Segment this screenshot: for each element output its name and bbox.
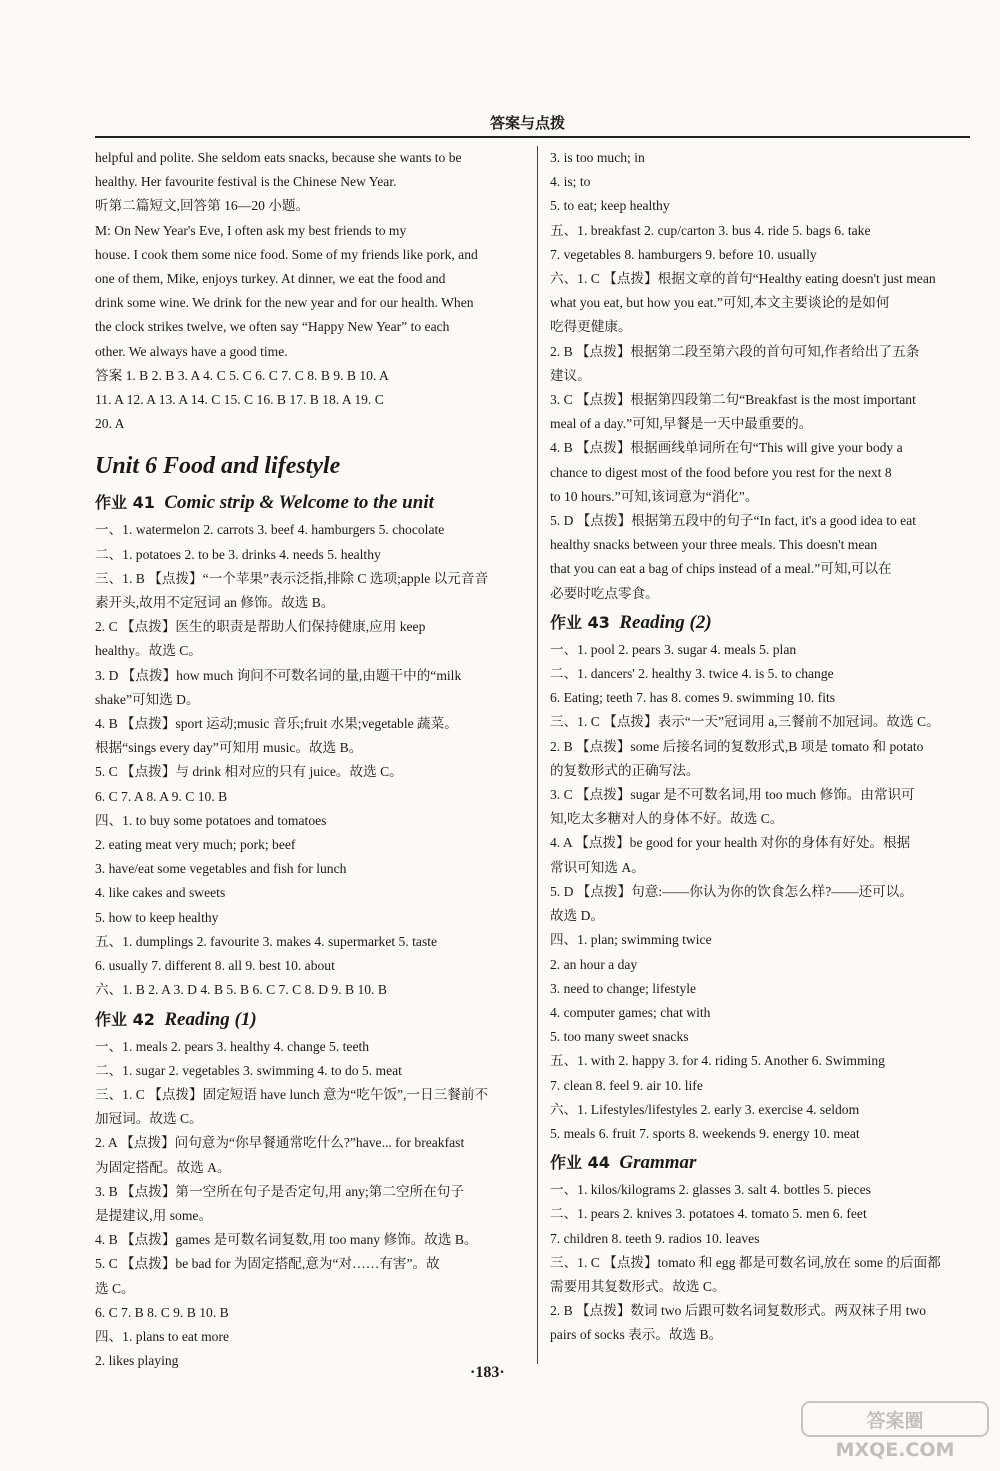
text-line: 三、1. C 【点拨】表示“一天”冠词用 a,三餐前不加冠词。故选 C。: [550, 714, 940, 730]
watermark-line1: 答案圈: [866, 1410, 924, 1432]
text-line: 为固定搭配。故选 A。: [95, 1159, 231, 1175]
section-number: 作业 41: [95, 493, 155, 513]
text-line: 4. A 【点拨】be good for your health 对你的身体有好处。根据: [550, 835, 911, 851]
text-line: 吃得更健康。: [550, 319, 632, 335]
section-title: Grammar: [619, 1152, 697, 1174]
text-line: 3. B 【点拨】第一空所在句子是否定句,用 any;第二空所在句子: [95, 1183, 464, 1199]
text-line: 2. C 【点拨】医生的职责是帮助人们保持健康,应用 keep: [95, 619, 426, 635]
text-line: healthy。故选 C。: [95, 643, 202, 659]
section-heading: [95, 1003, 525, 1035]
text-line: helpful and polite. She seldom eats snacks, because she wants to be: [95, 150, 462, 165]
text-line: 4. is; to: [550, 174, 591, 190]
text-line: 五、1. with 2. happy 3. for 4. riding 5. Another 6. Swimming: [550, 1053, 885, 1069]
text-line: 二、1. pears 2. knives 3. potatoes 4. tomato 5. men 6. feet: [550, 1206, 867, 1222]
text-line: 5. to eat; keep healthy: [550, 198, 670, 214]
text-line: 5. how to keep healthy: [95, 909, 219, 925]
unit-title: Unit 6 Food and lifestyle: [95, 453, 341, 480]
text-line: 一、1. kilos/kilograms 2. glasses 3. salt 4. bottles 5. pieces: [550, 1182, 871, 1198]
text-line: 建议。: [550, 367, 591, 383]
text-line: 五、1. dumplings 2. favourite 3. makes 4. supermarket 5. taste: [95, 933, 438, 949]
text-line: 二、1. sugar 2. vegetables 3. swimming 4. to do 5. meat: [95, 1062, 402, 1078]
page-number: ·183·: [470, 1364, 505, 1381]
text-line: 3. C 【点拨】根据第四段第二句“Breakfast is the most important: [550, 392, 916, 408]
text-line: 20. A: [95, 416, 125, 432]
right-column: [550, 146, 975, 1348]
text-line: 2. B 【点拨】some 后接名词的复数形式,B 项是 tomato 和 potato: [550, 738, 924, 754]
text-line: 四、1. plan; swimming twice: [550, 932, 712, 948]
text-line: 一、1. watermelon 2. carrots 3. beef 4. hamburgers 5. chocolate: [95, 522, 445, 538]
text-line: 6. usually 7. different 8. all 9. best 10. about: [95, 958, 335, 974]
page-header: [95, 104, 970, 138]
text-line: 4. computer games; chat with: [550, 1004, 711, 1020]
text-line: 二、1. potatoes 2. to be 3. drinks 4. needs 5. healthy: [95, 546, 381, 562]
text-line: 一、1. meals 2. pears 3. healthy 4. change 5. teeth: [95, 1038, 370, 1054]
section-number: 作业 44: [550, 1153, 610, 1173]
section-number: 作业 42: [95, 1009, 155, 1029]
text-line: 6. Eating; teeth 7. has 8. comes 9. swimming 10. fits: [550, 690, 836, 706]
text-line: shake”可知选 D。: [95, 691, 200, 707]
text-line: healthy. Her favourite festival is the Chinese New Year.: [95, 174, 397, 190]
text-line: 二、1. dancers' 2. healthy 3. twice 4. is 5. to change: [550, 666, 834, 682]
text-line: chance to digest most of the food before you rest for the next 8: [550, 464, 892, 480]
text-line: 六、1. B 2. A 3. D 4. B 5. B 6. C 7. C 8. D 9. B 10. B: [95, 982, 387, 998]
watermark-logo: [800, 1400, 990, 1462]
text-line: 2. B 【点拨】数词 two 后跟可数名词复数形式。两双袜子用 two: [550, 1303, 927, 1319]
text-line: 四、1. plans to eat more: [95, 1328, 230, 1344]
text-line: 5. C 【点拨】与 drink 相对应的只有 juice。故选 C。: [95, 764, 403, 780]
section-number: 作业 43: [550, 612, 610, 632]
text-line: 6. C 7. B 8. C 9. B 10. B: [95, 1304, 229, 1320]
text-line: 11. A 12. A 13. A 14. C 15. C 16. B 17. B 18. A 19. C: [95, 392, 384, 408]
text-line: drink some wine. We drink for the new year and for our health. When: [95, 295, 474, 311]
text-line: 必要时吃点零食。: [550, 585, 659, 601]
text-line: 6. C 7. A 8. A 9. C 10. B: [95, 788, 228, 804]
header-title: 答案与点拨: [489, 114, 565, 132]
text-line: the clock strikes twelve, we often say “Happy New Year” to each: [95, 319, 450, 335]
text-line: 3. D 【点拨】how much 询问不可数名词的量,由题干中的“milk: [95, 667, 462, 683]
text-line: what you eat, but how you eat.”可知,本文主要谈论的是如何: [550, 295, 890, 311]
section-heading: [550, 606, 975, 638]
text-line: 4. like cakes and sweets: [95, 885, 226, 901]
text-line: 2. eating meat very much; pork; beef: [95, 837, 296, 853]
text-line: meal of a day.”可知,早餐是一天中最重要的。: [550, 416, 813, 432]
section-heading: [550, 1146, 975, 1178]
text-line: 三、1. B 【点拨】“一个苹果”表示泛指,排除 C 选项;apple 以元音音: [95, 570, 489, 586]
text-line: 4. B 【点拨】sport 运动;music 音乐;fruit 水果;vegetable 蔬菜。: [95, 716, 458, 732]
text-line: M: On New Year's Eve, I often ask my best friends to my: [95, 222, 407, 238]
text-line: 四、1. to buy some potatoes and tomatoes: [95, 812, 327, 828]
text-line: 一、1. pool 2. pears 3. sugar 4. meals 5. plan: [550, 641, 797, 657]
text-line: 3. is too much; in: [550, 150, 645, 165]
text-line: 答案 1. B 2. B 3. A 4. C 5. C 6. C 7. C 8. B 9. B 10. A: [95, 367, 389, 383]
text-line: 需要用其复数形式。故选 C。: [550, 1278, 726, 1294]
text-line: 5. C 【点拨】be bad for 为固定搭配,意为“对……有害”。故: [95, 1256, 440, 1272]
text-line: 5. D 【点拨】根据第五段中的句子“In fact, it's a good idea to eat: [550, 513, 917, 529]
text-line: 7. vegetables 8. hamburgers 9. before 10. usually: [550, 246, 817, 262]
text-line: 是提建议,用 some。: [95, 1207, 213, 1223]
text-line: 5. meals 6. fruit 7. sports 8. weekends 9. energy 10. meat: [550, 1125, 860, 1141]
text-line: 7. clean 8. feel 9. air 10. life: [550, 1077, 703, 1093]
text-line: 5. D 【点拨】句意:——你认为你的饮食怎么样?——还可以。: [550, 883, 913, 899]
text-line: to 10 hours.”可知,该词意为“消化”。: [550, 488, 759, 504]
section-heading: [95, 486, 525, 518]
text-line: 六、1. Lifestyles/lifestyles 2. early 3. exercise 4. seldom: [550, 1101, 860, 1117]
section-title: Reading (2): [619, 611, 712, 633]
text-line: house. I cook them some nice food. Some of my friends like pork, and: [95, 246, 478, 262]
text-line: 听第二篇短文,回答第 16—20 小题。: [95, 198, 310, 214]
text-line: 知,吃太多糖对人的身体不好。故选 C。: [550, 811, 784, 827]
text-line: 常识可知选 A。: [550, 859, 645, 875]
left-column: [95, 146, 525, 1373]
text-line: 故选 D。: [550, 908, 604, 924]
text-line: 5. too many sweet snacks: [550, 1029, 689, 1045]
text-line: one of them, Mike, enjoys turkey. At dinner, we eat the food and: [95, 271, 446, 287]
text-line: 五、1. breakfast 2. cup/carton 3. bus 4. ride 5. bags 6. take: [550, 222, 871, 238]
text-line: 2. likes playing: [95, 1353, 179, 1369]
watermark-line2: MXQE.COM: [835, 1439, 955, 1461]
text-line: 选 C。: [95, 1280, 135, 1296]
text-line: that you can eat a bag of chips instead of a meal.”可知,可以在: [550, 561, 892, 577]
text-line: 2. B 【点拨】根据第二段至第六段的首句可知,作者给出了五条: [550, 343, 920, 359]
text-line: healthy snacks between your three meals. This doesn't mean: [550, 537, 878, 553]
text-line: 2. A 【点拨】问句意为“你早餐通常吃什么?”have... for breakfast: [95, 1135, 465, 1151]
text-line: pairs of socks 表示。故选 B。: [550, 1327, 723, 1343]
column-divider: [537, 146, 538, 1364]
text-line: 的复数形式的正确写法。: [550, 762, 700, 778]
text-line: 7. children 8. teeth 9. radios 10. leaves: [550, 1230, 760, 1246]
text-line: 六、1. C 【点拨】根据文章的首句“Healthy eating doesn't just mean: [550, 271, 936, 287]
section-title: Reading (1): [164, 1008, 257, 1030]
text-line: 三、1. C 【点拨】固定短语 have lunch 意为“吃午饭”,一日三餐前不: [95, 1086, 489, 1102]
text-line: 加冠词。故选 C。: [95, 1111, 203, 1127]
text-line: 2. an hour a day: [550, 956, 638, 972]
text-line: 3. need to change; lifestyle: [550, 980, 697, 996]
text-line: 根据“sings every day”可知用 music。故选 B。: [95, 740, 363, 756]
text-line: 三、1. C 【点拨】tomato 和 egg 都是可数名词,放在 some 的后面都: [550, 1254, 941, 1270]
text-line: 4. B 【点拨】根据画线单词所在句“This will give your body a: [550, 440, 903, 456]
text-line: 4. B 【点拨】games 是可数名词复数,用 too many 修饰。故选 B。: [95, 1232, 478, 1248]
text-line: other. We always have a good time.: [95, 343, 288, 359]
text-line: 素开头,故用不定冠词 an 修饰。故选 B。: [95, 595, 335, 611]
section-title: Comic strip & Welcome to the unit: [164, 492, 434, 514]
text-line: 3. have/eat some vegetables and fish for lunch: [95, 861, 347, 877]
text-line: 3. C 【点拨】sugar 是不可数名词,用 too much 修饰。由常识可: [550, 787, 915, 803]
